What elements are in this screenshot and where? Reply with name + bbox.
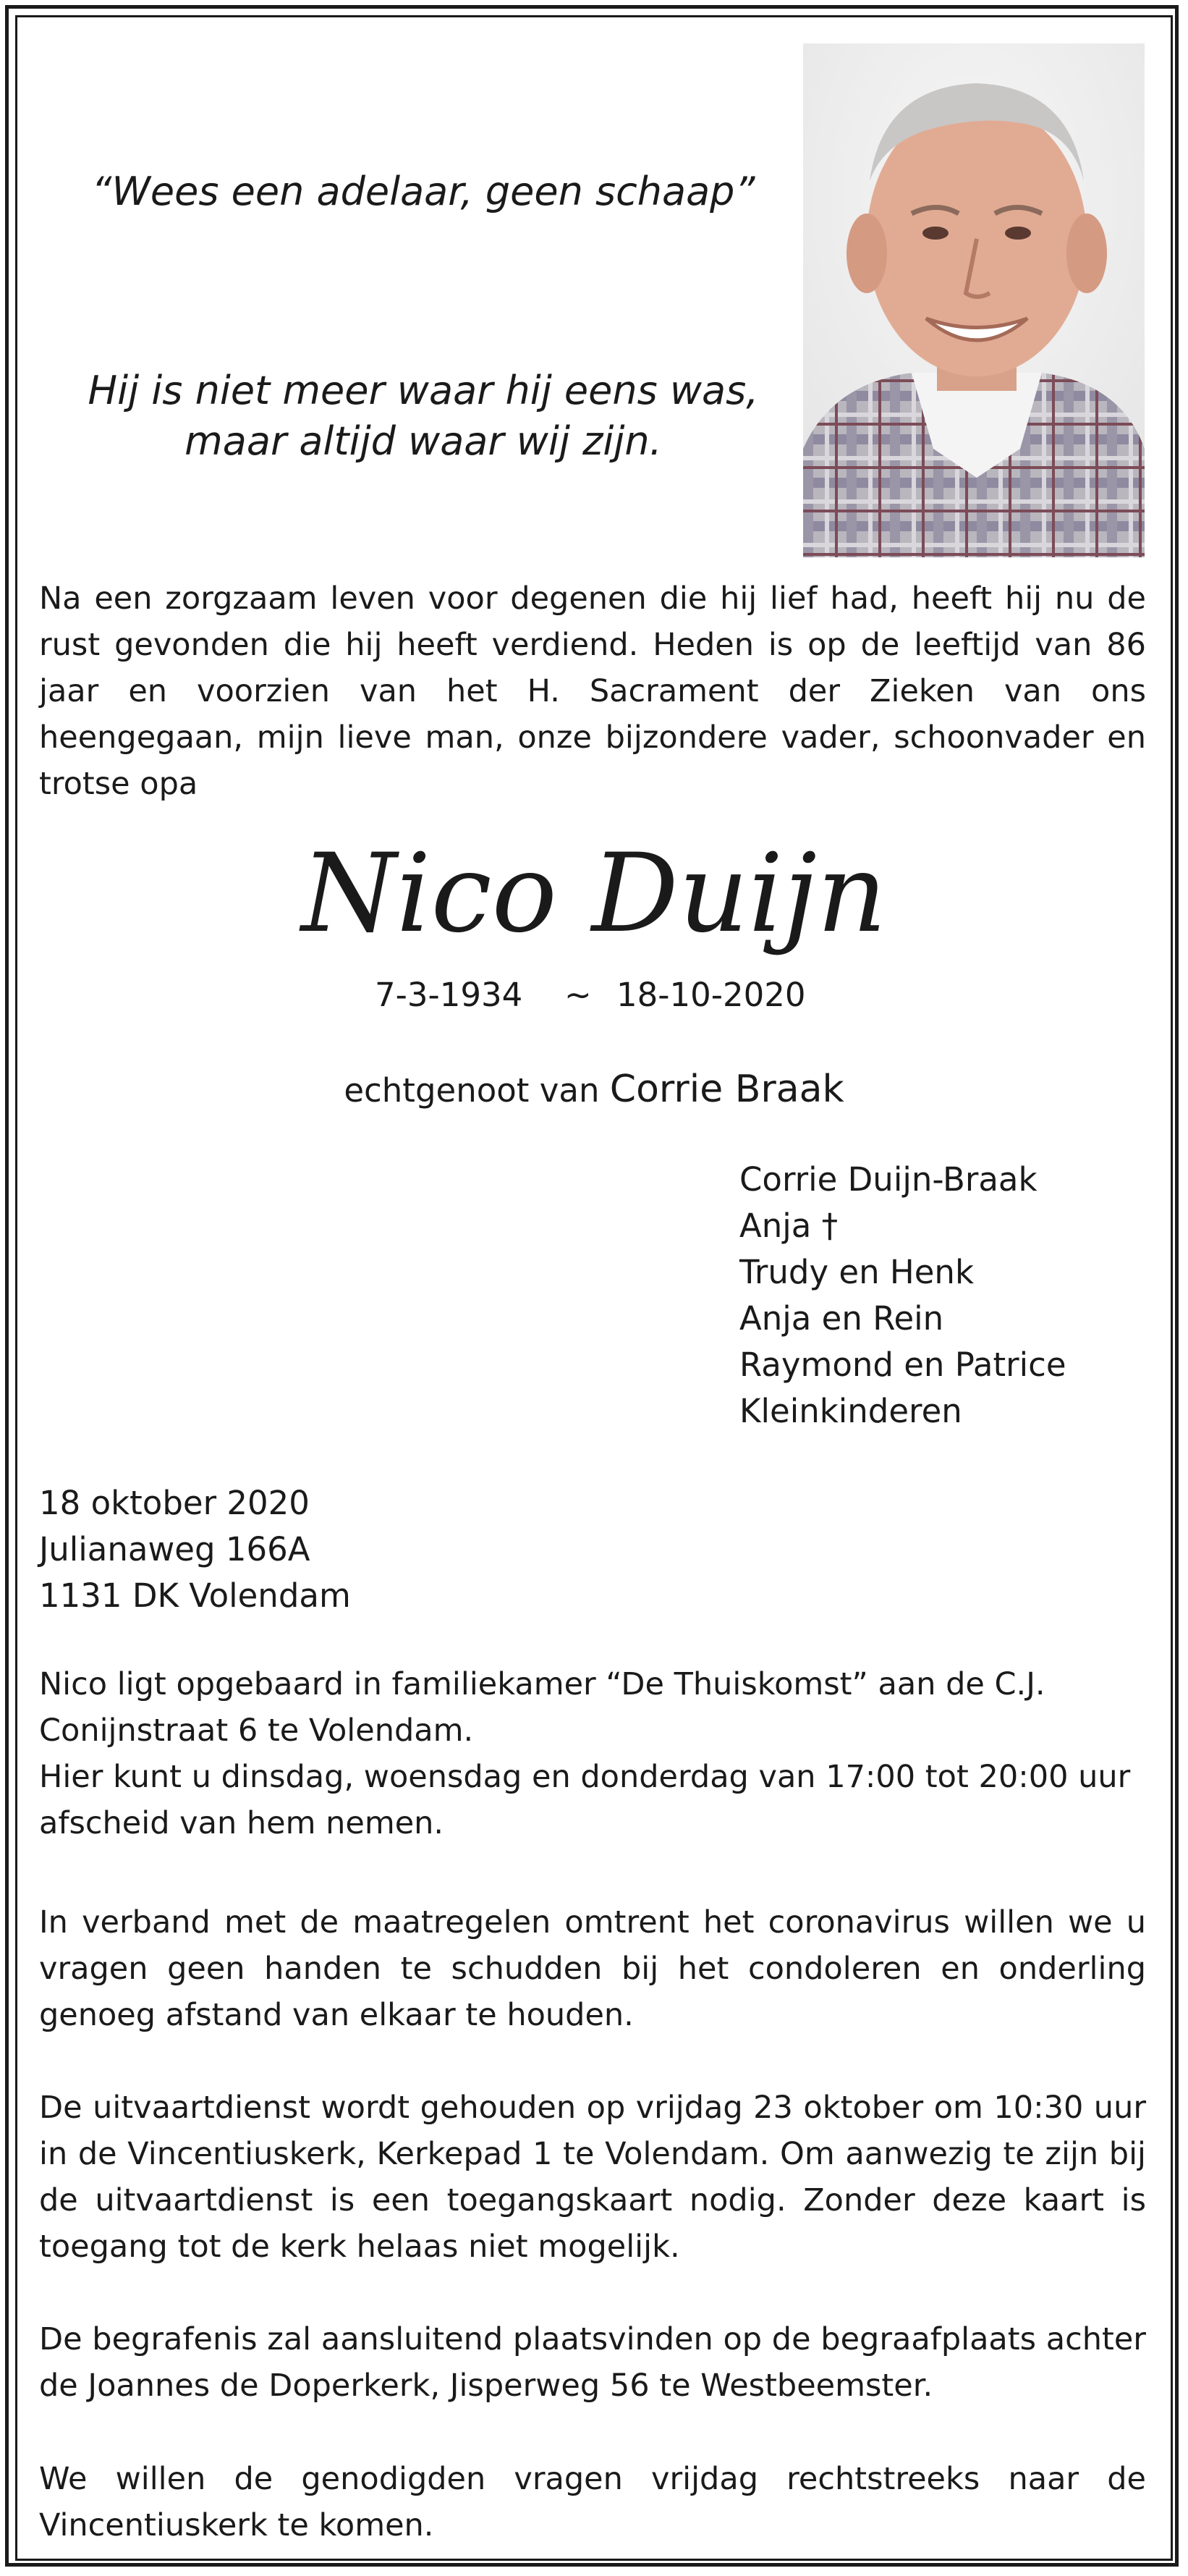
spouse-prefix: echtgenoot van [344,1071,600,1110]
relative-item: Kleinkinderen [739,1392,962,1430]
portrait-photo [803,43,1145,557]
burial-info: De begrafenis zal aansluitend plaatsvinden op de begraafplaats achter de Joannes de Doperkerk, Jisperweg 56 te Westbeemster. [39,2321,1146,2404]
address-block [39,1480,351,1619]
relative-item: Trudy en Henk [739,1253,975,1291]
viewing-times: Hier kunt u dinsdag, woensdag en donderdag van 17:00 tot 20:00 uur afscheid van hem nemen. [39,1759,1131,1841]
relative-item: Corrie Duijn-Braak [739,1160,1038,1199]
intro-text: Na een zorgzaam leven voor degenen die hij lief had, heeft hij nu de rust gevonden die hij heeft verdiend. Heden is op de leeftijd van 86 jaar en voorzien van het H. Sacrament der Zieken van ons heengegaan, mijn lieve man, onze bijzondere vader, schoonvader en trotse opa [39,580,1146,802]
relative-item: Anja † [739,1207,839,1245]
guest-request: We willen de genodigden vragen vrijdag rechtstreeks naar de Vincentiuskerk te komen. [39,2461,1146,2543]
birth-date: 7-3-1934 [375,976,523,1014]
quote-eagle: “Wees een adelaar, geen schaap” [91,169,755,214]
quote-memorial: Hij is niet meer waar hij eens was, maar altijd waar wij zijn. [88,368,759,464]
spouse-name: Corrie Braak [609,1068,844,1111]
relative-item: Anja en Rein [739,1299,944,1338]
viewing-location: Nico ligt opgebaard in familiekamer “De Thuiskomst” aan de C.J. Conijnstraat 6 te Volendam. [39,1666,1045,1749]
relative-item: Raymond en Patrice [739,1346,1066,1384]
corona-notice: In verband met de maatregelen omtrent het coronavirus willen we u vragen geen handen te schudden bij het condoleren en onderling genoeg afstand van elkaar te houden. [39,1904,1146,2033]
spouse-line [0,1064,1188,1116]
deceased-name: Nico Duijn [301,831,887,957]
death-date: 18-10-2020 [616,976,806,1014]
portrait-illustration [803,43,1145,557]
relatives-list [739,1157,1066,1435]
address-city: 1131 DK Volendam [39,1576,351,1615]
viewing-info [39,1661,1146,1846]
date-separator: ~ [564,976,592,1014]
funeral-service-info: De uitvaartdienst wordt gehouden op vrijdag 23 oktober om 10:30 uur in de Vincentiuskerk, Kerkepad 1 te Volendam. Om aanwezig te zijn bij de uitvaartdienst is een toegangskaart nodig. Zonder deze kaart is toegang tot de kerk helaas niet mogelijk. [39,2090,1146,2265]
life-dates [0,970,1188,1021]
address-date: 18 oktober 2020 [39,1484,310,1522]
address-street: Julianaweg 166A [39,1530,310,1568]
